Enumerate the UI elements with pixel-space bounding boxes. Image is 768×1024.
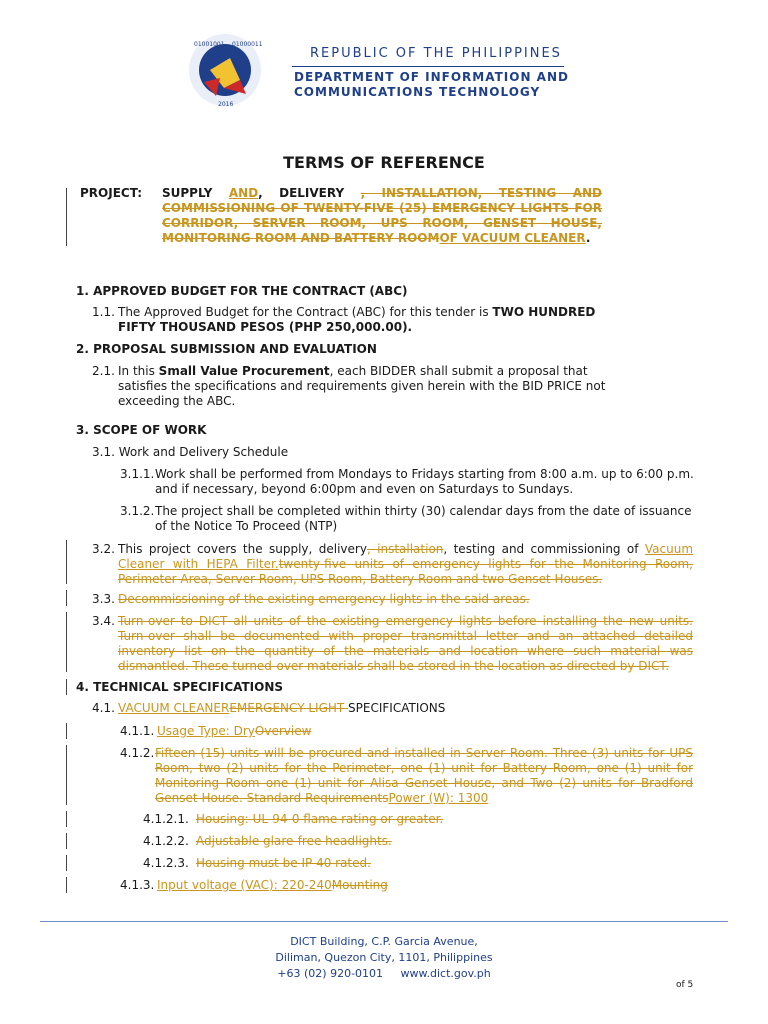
para-4-1 (118, 701, 618, 716)
para-4-1-2-1-deleted: Housing: UL-94-0 flame rating or greater. (196, 812, 444, 826)
project-supply: SUPPLY (162, 186, 213, 200)
footer-rule (40, 921, 728, 922)
para-4-1-3 (157, 878, 657, 893)
para-2-1 (118, 364, 618, 409)
change-bar (66, 540, 67, 584)
para-4-1-1-num: 4.1.1. (120, 724, 155, 738)
para-4-1-2-2-num: 4.1.2.2. (143, 834, 189, 848)
para-2-1-bold: Small Value Procurement (158, 364, 330, 378)
para-3-1-2: The project shall be completed within thirty (30) calendar days from the date of issuance of the Notice To Proceed (NTP) (155, 504, 692, 533)
para-2-1-num: 2.1. (92, 364, 115, 378)
para-4-1-deleted: EMERGENCY LIGHT (229, 701, 349, 715)
para-4-1-1-deleted: Overview (254, 724, 312, 738)
change-bar (66, 855, 67, 871)
para-1-1-num: 1.1. (92, 305, 115, 319)
para-1-1 (118, 305, 618, 335)
footer-address-1: DICT Building, C.P. Garcia Avenue, (290, 935, 478, 948)
para-3-1-2-num: 3.1.2. (120, 504, 155, 518)
para-4-1-2-1-num: 4.1.2.1. (143, 812, 189, 826)
header-rule (292, 66, 564, 67)
para-3-1: 3.1. Work and Delivery Schedule (92, 445, 289, 459)
change-bar (66, 833, 67, 849)
seal-binary-top: 01001001 (194, 41, 225, 48)
change-bar (66, 745, 67, 805)
change-bar (66, 188, 67, 246)
document-title: TERMS OF REFERENCE (283, 153, 485, 172)
para-3-3-deleted: Decommissioning of the existing emergency lights in the said areas. (118, 592, 530, 606)
section-2-heading: 2. PROPOSAL SUBMISSION AND EVALUATION (76, 342, 377, 356)
project-delivery: DELIVERY (279, 186, 345, 200)
para-3-2-deleted-2: twenty-five units of emergency lights for the Monitoring Room, Perimeter Area, Server Room, UPS Room, Battery Room and two Genset Houses. (118, 557, 693, 586)
project-comma: , (258, 186, 263, 200)
para-1-1-amount: TWO HUNDRED FIFTY THOUSAND PESOS (PHP 250,000.00). (118, 305, 596, 334)
seal-year: 2016 (218, 101, 234, 108)
project-inserted-text: OF VACUUM CLEANER (439, 231, 586, 245)
para-4-1-3-num: 4.1.3. (120, 878, 155, 892)
para-3-2-num: 3.2. (92, 542, 115, 556)
para-3-2-a: This project covers the supply, delivery (118, 542, 367, 556)
dict-seal-icon (180, 30, 270, 110)
project-label: PROJECT: (80, 186, 143, 200)
para-3-2-inserted: Vacuum Cleaner with HEPA Filter. (118, 542, 694, 571)
change-bar (66, 612, 67, 672)
para-2-1-b: , each BIDDER shall submit a proposal that satisfies the specifications and requirements given herein with the BID PRICE not exceeding the ABC. (118, 364, 606, 408)
footer-website[interactable]: www.dict.gov.ph (400, 967, 491, 980)
project-description (162, 186, 602, 246)
section-1-heading: 1. APPROVED BUDGET FOR THE CONTRACT (ABC) (76, 284, 408, 298)
change-bar (66, 877, 67, 893)
footer-address-2: Diliman, Quezon City, 1101, Philippines (275, 951, 493, 964)
para-4-1-2-3-deleted: Housing must be IP 40 rated. (196, 856, 371, 870)
para-1-1-text: The Approved Budget for the Contract (ABC) for this tender is (118, 305, 493, 319)
para-4-1-tail: SPECIFICATIONS (348, 701, 446, 715)
para-3-4-num: 3.4. (92, 614, 115, 628)
page-count: of 5 (676, 980, 694, 990)
para-4-1-2 (155, 746, 693, 806)
footer-phone: +63 (02) 920-0101 (277, 967, 384, 980)
change-bar (66, 811, 67, 827)
change-bar (66, 590, 67, 606)
para-4-1-inserted: VACUUM CLEANER (118, 701, 230, 715)
project-period: . (585, 231, 591, 245)
dept-line-2: COMMUNICATIONS TECHNOLOGY (294, 85, 541, 99)
dept-line-1: DEPARTMENT OF INFORMATION AND (294, 70, 569, 84)
para-3-3-num: 3.3. (92, 592, 115, 606)
para-4-1-2-2-deleted: Adjustable glare-free headlights. (196, 834, 392, 848)
para-3-2-deleted-1: , installation (366, 542, 444, 556)
letterhead (180, 30, 570, 110)
para-3-4-deleted: Turn-over to DICT all units of the existing emergency lights before installing the new units. Turn-over shall be documented with proper transmittal letter and an attached detailed inventory list on the quantity of the materials and location where such material was dismantled. These turned-over materials shall be stored in the location as directed by DICT. (118, 614, 693, 673)
para-4-1-2-inserted: Power (W): 1300 (388, 791, 489, 805)
republic-line: REPUBLIC OF THE PHILIPPINES (310, 46, 562, 61)
para-3-2 (118, 542, 693, 587)
para-4-1-1 (157, 724, 657, 739)
change-bar (66, 723, 67, 739)
para-3-1-1: Work shall be performed from Mondays to Fridays starting from 8:00 a.m. up to 6:00 p.m. and if necessary, beyond 6:00pm and even on Saturdays to Sundays. (155, 467, 694, 496)
project-deleted-text: , INSTALLATION, TESTING AND COMMISSIONING OF TWENTY-FIVE (25) EMERGENCY LIGHTS FOR CORRIDOR, SERVER ROOM, UPS ROOM, GENSET HOUSE, MONITORING ROOM AND BATTERY ROOM (162, 186, 602, 245)
para-4-1-2-3-num: 4.1.2.3. (143, 856, 189, 870)
para-4-1-num: 4.1. (92, 701, 115, 715)
change-bar (66, 679, 67, 695)
section-3-heading: 3. SCOPE OF WORK (76, 423, 207, 437)
para-4-1-3-inserted: Input voltage (VAC): 220-240 (157, 878, 332, 892)
para-3-1-1-num: 3.1.1. (120, 467, 155, 481)
section-4-heading: 4. TECHNICAL SPECIFICATIONS (76, 680, 284, 694)
para-4-1-3-deleted: Mounting (331, 878, 388, 892)
project-and-inserted: AND (228, 186, 259, 200)
para-4-1-1-inserted: Usage Type: Dry (157, 724, 255, 738)
para-2-1-a: In this (118, 364, 159, 378)
seal-binary-right: 01000011 (232, 41, 263, 48)
footer-contact (0, 966, 768, 982)
para-4-1-2-num: 4.1.2. (120, 746, 155, 760)
para-3-2-b: , testing and commissioning of (443, 542, 645, 556)
para-4-1-2-deleted: Fifteen (15) units will be procured and installed in Server Room. Three (3) units for UPS Room, two (2) units for the Perimeter, one (1) unit for Battery Room, one (1) unit for Monitoring Room one (1) unit for Alisa Genset House, and Two (2) units for Bradford Genset House. Standard Requirements (155, 746, 693, 805)
